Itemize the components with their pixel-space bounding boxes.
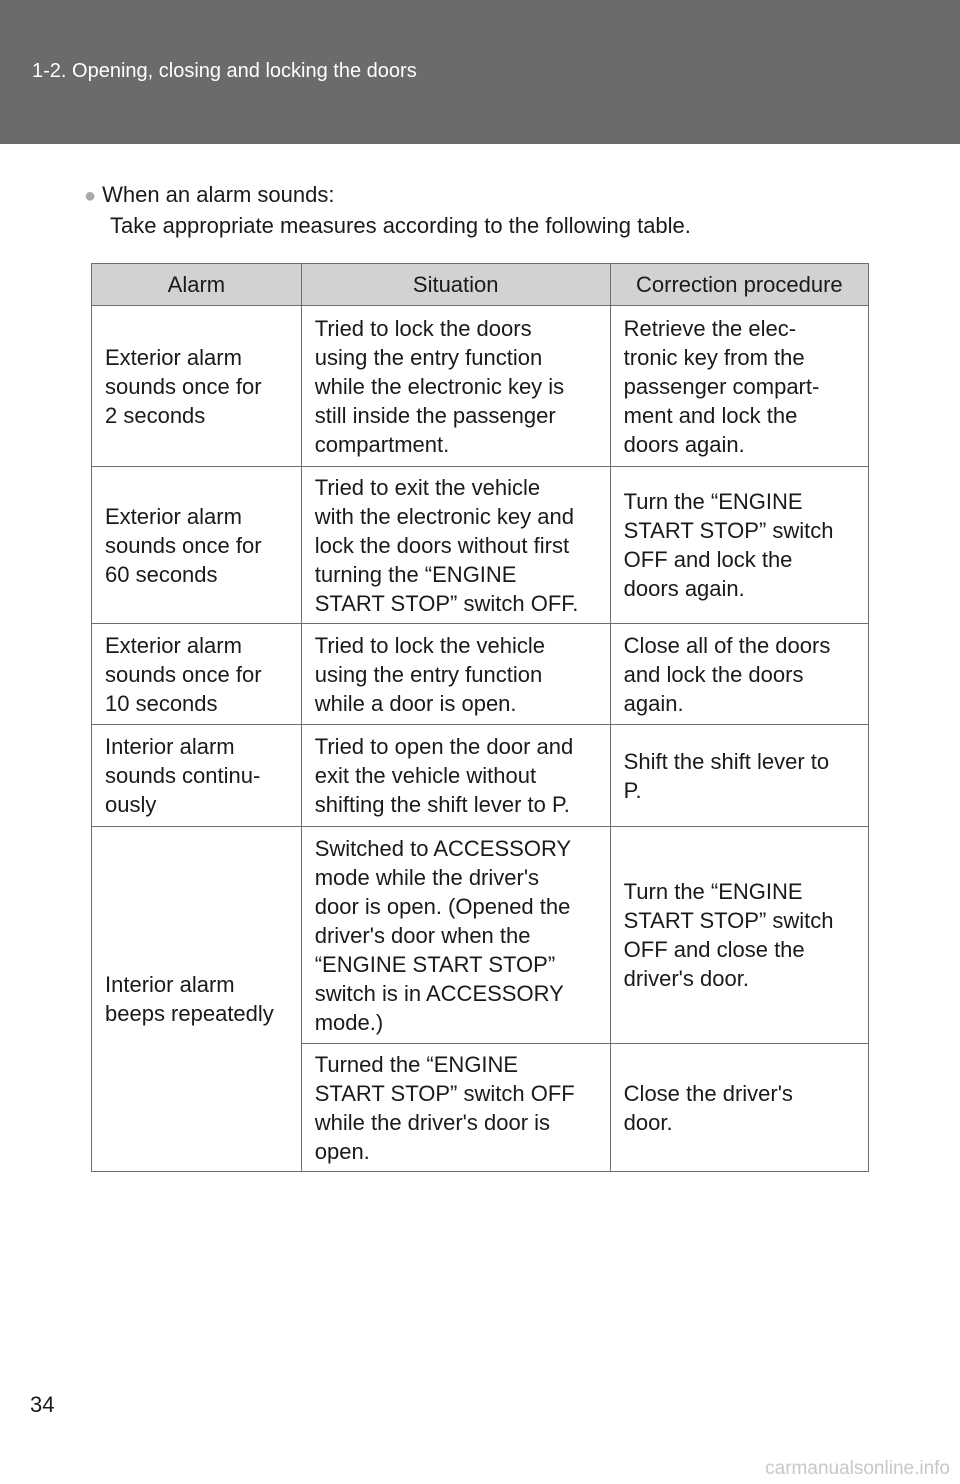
cell-situation: Tried to lock the doors using the entry function while the electronic key is still inside the passenger compartment. [301, 306, 610, 467]
header-correction: Correction procedure [610, 264, 868, 306]
bullet-icon: ● [84, 185, 97, 207]
cell-alarm: Interior alarm sounds continu- ously [92, 725, 302, 827]
cell-situation: Turned the “ENGINE START STOP” switch OFF while the driver's door is open. [301, 1044, 610, 1172]
cell-alarm: Exterior alarm sounds once for 10 seconds [92, 624, 302, 725]
page-number: 34 [30, 1392, 55, 1417]
cell-alarm: Interior alarm beeps repeatedly [92, 827, 302, 1172]
cell-situation: Switched to ACCESSORY mode while the driver's door is open. (Opened the driver's door when the “ENGINE START STOP” switch is in ACCESSORY mode.) [301, 827, 610, 1044]
header-alarm: Alarm [92, 264, 302, 306]
cell-correction: Retrieve the elec- tronic key from the passenger compart- ment and lock the doors again. [610, 306, 868, 467]
cell-situation: Tried to exit the vehicle with the electronic key and lock the doors without first turning the “ENGINE START STOP” switch OFF. [301, 467, 610, 624]
section-title: 1-2. Opening, closing and locking the doors [32, 60, 417, 82]
intro-block [84, 180, 691, 241]
table-row [92, 624, 869, 725]
intro-text: Take appropriate measures according to the following table. [110, 213, 691, 238]
cell-correction: Turn the “ENGINE START STOP” switch OFF and close the driver's door. [610, 827, 868, 1044]
alarm-table [91, 263, 869, 1172]
table-row [92, 467, 869, 624]
table-row [92, 827, 869, 1044]
cell-alarm: Exterior alarm sounds once for 60 seconds [92, 467, 302, 624]
cell-correction: Close all of the doors and lock the doors again. [610, 624, 868, 725]
table-header-row [92, 264, 869, 306]
cell-correction: Turn the “ENGINE START STOP” switch OFF and lock the doors again. [610, 467, 868, 624]
intro-heading: When an alarm sounds: [102, 182, 335, 207]
cell-alarm: Exterior alarm sounds once for 2 seconds [92, 306, 302, 467]
cell-situation: Tried to lock the vehicle using the entry function while a door is open. [301, 624, 610, 725]
cell-correction: Close the driver's door. [610, 1044, 868, 1172]
table-row [92, 306, 869, 467]
table-row [92, 725, 869, 827]
cell-situation: Tried to open the door and exit the vehicle without shifting the shift lever to P. [301, 725, 610, 827]
cell-correction: Shift the shift lever to P. [610, 725, 868, 827]
header-situation: Situation [301, 264, 610, 306]
page-header [0, 0, 960, 144]
watermark: carmanualsonline.info [765, 1458, 950, 1479]
